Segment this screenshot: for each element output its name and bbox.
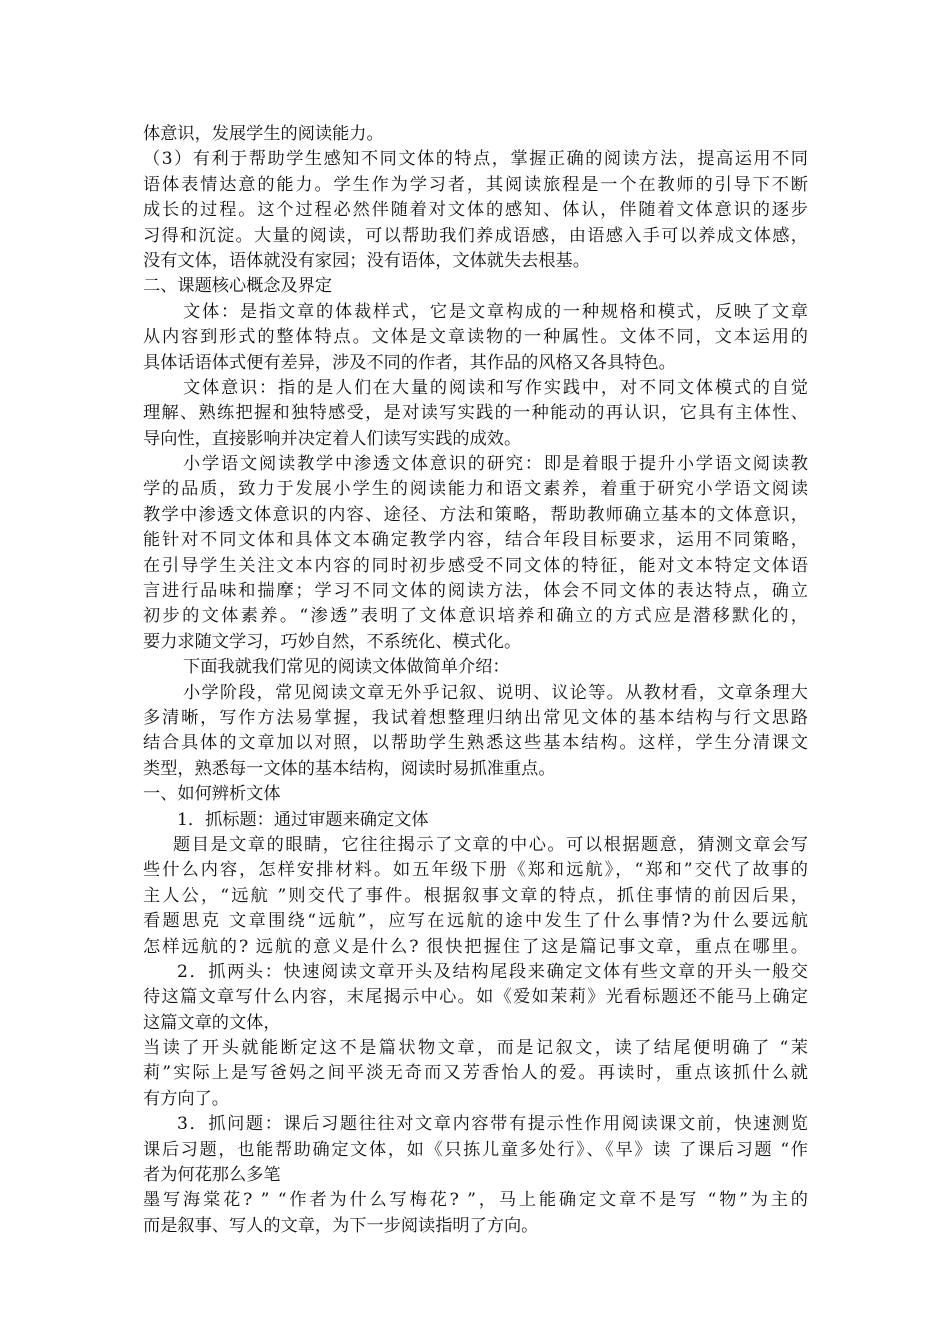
- text-line: 类型，熟悉每一文体的基本结构，阅读时易抓准重点。: [143, 758, 556, 779]
- text-line: 下面我就我们常见的阅读文体做简单介绍：: [183, 657, 510, 678]
- text-line: 些什么内容，怎样安排材料。如五年级下册《郑和远航》，“郑和”交代了故事的: [143, 860, 808, 881]
- text-line: 语体表情达意的能力。学生作为学习者，其阅读旅程是一个在教师的引导下不断: [143, 174, 808, 195]
- text-line: 没有文体，语体就没有家园；没有语体，文体就失去根基。: [143, 250, 590, 271]
- text-line: 多清晰，写作方法易掌握，我试着想整理归纳出常见文体的基本结构与行文思路: [143, 707, 808, 728]
- text-line: 从内容到形式的整体特点。文体是文章读物的一种属性。文体不同，文本运用的: [143, 327, 808, 348]
- text-line: 一、如何辨析文体: [143, 784, 281, 805]
- text-line: 而是叙事、写人的文章，为下一步阅读指明了方向。: [143, 1215, 539, 1236]
- text-line: 1．抓标题：通过审题来确定文体: [177, 809, 429, 830]
- text-line: 小学阶段，常见阅读文章无外乎记叙、说明、议论等。从教材看，文章条理大: [183, 682, 808, 703]
- text-line: 者为何花那么多笔: [143, 1165, 281, 1186]
- text-line: 能针对不同文体和具体文本确定教学内容，结合年段目标要求，运用不同策略，: [143, 530, 808, 551]
- text-line: 理解、熟练把握和独特感受，是对读写实践的一种能动的再认识，它具有主体性、: [143, 403, 808, 424]
- text-line: 主人公，“远航 ”则交代了事件。根据叙事文章的特点，抓住事情的前因后果，: [143, 885, 808, 906]
- text-line: 这篇文章的文体，: [143, 1012, 281, 1033]
- text-line: 3．抓问题：课后习题往往对文章内容带有提示性作用阅读课文前，快速测览: [177, 1114, 808, 1135]
- text-line: 待这篇文章写什么内容，末尾揭示中心。如《爱如茉莉》光看标题还不能马上确定: [143, 987, 808, 1008]
- text-line: 言进行品味和揣摩；学习不同文体的阅读方法，体会不同文体的表达特点，确立: [143, 581, 808, 602]
- text-line: 初步的文体素养。“渗透”表明了文体意识培养和确立的方式应是潜移默化的，: [143, 606, 808, 627]
- text-line: 具体话语体式便有差异，涉及不同的作者，其作品的风格又各具特色。: [143, 352, 676, 373]
- text-line: 墨写海棠花? ” “作者为什么写梅花? ”，马上能确定文章不是写 “物”为主的: [143, 1190, 808, 1211]
- text-line: 课后习题，也能帮助确定文体，如《只拣儿童多处行》、《早》读 了课后习题 “作: [143, 1139, 808, 1160]
- text-line: 体意识，发展学生的阅读能力。: [143, 124, 384, 144]
- text-line: 有方向了。: [143, 1088, 229, 1109]
- text-line: 习得和沉淀。大量的阅读，可以帮助我们养成语感，由语感入手可以养成文体感，: [143, 225, 808, 246]
- text-line: 怎样远航的? 远航的意义是什么? 很快把握住了这是篇记事文章，重点在哪里。: [143, 936, 808, 957]
- text-line: 2．抓两头：快速阅读文章开头及结构尾段来确定文体有些文章的开头一般交: [177, 961, 808, 982]
- text-line: 在引导学生关注文本内容的同时初步感受不同文体的特征，能对文本特定文体语: [143, 555, 808, 576]
- document-page: [143, 122, 808, 1239]
- text-line: 要力求随文学习，巧妙自然，不系统化、模式化。: [143, 631, 522, 652]
- text-line: 当读了开头就能断定这不是篇状物文章，而是记叙文，读了结尾便明确了 “茉: [143, 1038, 808, 1059]
- text-line: 成长的过程。这个过程必然伴随着对文体的感知、体认，伴随着文体意识的逐步: [143, 200, 808, 221]
- text-line: 学的品质，致力于发展小学生的阅读能力和语文素养，着重于研究小学语文阅读: [143, 479, 808, 500]
- text-line: 文体：是指文章的体裁样式，它是文章构成的一种规格和模式，反映了文章: [183, 301, 808, 322]
- text-line: 题目是文章的眼睛，它往往揭示了文章的中心。可以根据题意，猜测文章会写: [173, 834, 808, 855]
- text-line: （3）有利于帮助学生感知不同文体的特点，掌握正确的阅读方法，提高运用不同: [143, 149, 808, 170]
- text-line: 莉”实际上是写爸妈之间平淡无奇而又芳香怡人的爱。再读时，重点该抓什么就: [143, 1063, 808, 1084]
- text-line: 看题思克 文章围绕“远航”，应写在远航的途中发生了什么事情?为什么要远航: [143, 911, 808, 932]
- text-line: 小学语文阅读教学中渗透文体意识的研究：即是着眼于提升小学语文阅读教: [183, 454, 808, 475]
- text-line: 教学中渗透文体意识的内容、途径、方法和策略，帮助教师确立基本的文体意识，: [143, 504, 808, 525]
- text-line: 结合具体的文章加以对照，以帮助学生熟悉这些基本结构。这样，学生分清课文: [143, 733, 808, 754]
- text-line: 导向性，直接影响并决定着人们读写实践的成效。: [143, 428, 522, 449]
- text-line: 文体意识：指的是人们在大量的阅读和写作实践中，对不同文体模式的自觉: [183, 377, 808, 398]
- text-line: 二、课题核心概念及界定: [143, 276, 333, 297]
